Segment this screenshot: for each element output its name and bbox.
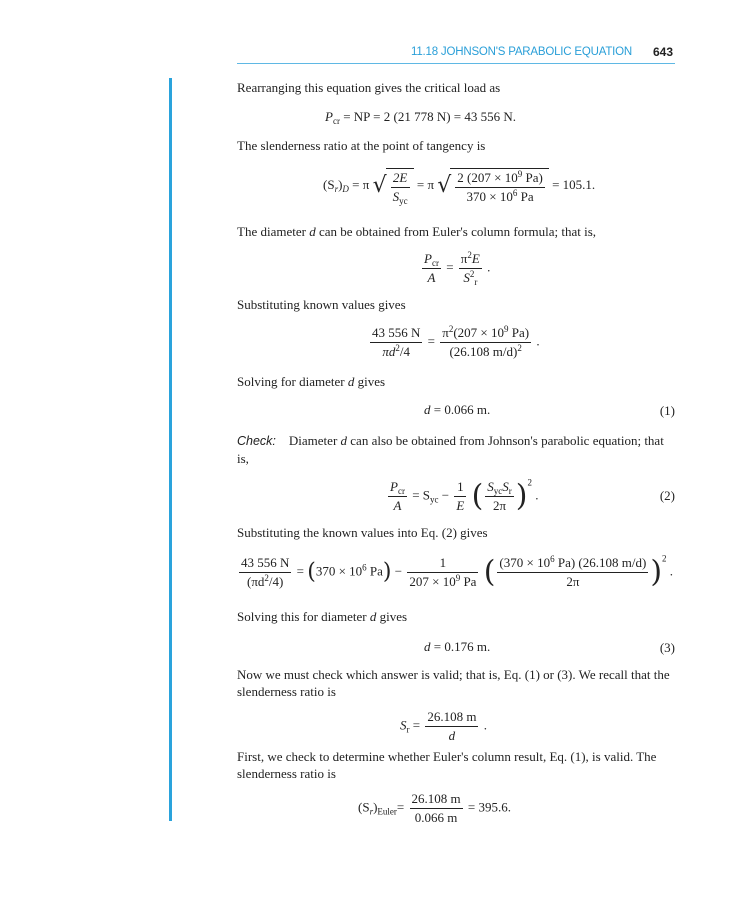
equation-critical-load: $P_{cr}$ = NP = 2 (21 778 N) = 43 556 N. bbox=[325, 109, 517, 126]
header-rule bbox=[237, 63, 675, 64]
equation-substitution: $\frac{43 556 N}{\pi d^2/4}$ = $\frac{\pi^2(207 \times 10^9 Pa)}{(26.108 m/d)^2}$ . bbox=[372, 324, 540, 359]
equation-substitution-2: $\frac{43 556 N}{(\pi d^2/4)}$ = ($370 \times 10^6$ Pa) − $\frac{1}{207 \times 10^9 Pa}$ ( $\frac{(370 \times 10^6 Pa) (26.108 m/d)}{2\pi}$ )$^2$ . bbox=[241, 553, 674, 590]
paragraph-slenderness: The slenderness ratio at the point of tangency is bbox=[237, 138, 486, 153]
equation-number-2: (2) bbox=[659, 488, 675, 503]
equation-d-result-1: d = 0.066 m. bbox=[424, 402, 491, 417]
paragraph-solving-d: Solving for diameter d gives bbox=[237, 374, 386, 389]
equation-euler-column: $\frac{P_{cr}}{A}$ = $\frac{\pi^2E}{S^2_r}$ . bbox=[424, 250, 491, 287]
paragraph-check: Check: Diameter d can also be obtained from Johnson's parabolic equation; that is, bbox=[237, 433, 664, 466]
check-label: Check: bbox=[237, 434, 276, 448]
paragraph-first-check: First, we check to determine whether Euler's column result, Eq. (1), is valid. The slenderness ratio is bbox=[237, 749, 657, 781]
equation-slenderness-euler: $(S_r)_{Euler}=$ $\frac{26.108 m}{0.066 m}$ = 395.6. bbox=[358, 791, 511, 825]
equation-number-3: (3) bbox=[659, 640, 675, 655]
paragraph-substituting: Substituting known values gives bbox=[237, 297, 406, 312]
paragraph-substituting-eq2: Substituting the known values into Eq. (2) gives bbox=[237, 525, 488, 540]
equation-johnson-parabolic: $\frac{P_{cr}}{A}$ = $S_{yc}$ − $\frac{1}{E}$ ( $\frac{S_{yc}S_r}{2\pi}$ )$^2$ . bbox=[390, 477, 539, 514]
page-number: 643 bbox=[653, 45, 674, 59]
paragraph-euler-formula: The diameter d can be obtained from Euler's column formula; that is, bbox=[237, 224, 597, 239]
equation-slenderness-tangency: $(S_r)_D = \pi$ √ $\frac{2E}{S_{yc}}$ = π √ $\frac{2 (207 \times 10^9 Pa)}{370 \times 10^6 Pa}$ = 105.1. bbox=[323, 169, 596, 206]
example-sidebar-bar bbox=[169, 78, 172, 821]
paragraph-rearranging: Rearranging this equation gives the critical load as bbox=[237, 80, 501, 95]
equation-number-1: (1) bbox=[659, 403, 675, 418]
square-root-2: √ $\frac{2 (207 \times 10^9 Pa)}{370 \times 10^6 Pa}$ bbox=[437, 168, 549, 204]
equation-slenderness-ratio: $S_r$ = $\frac{26.108 m}{d}$ . bbox=[400, 709, 487, 743]
paragraph-solving-this: Solving this for diameter d gives bbox=[237, 609, 408, 624]
equation-d-result-3: d = 0.176 m. bbox=[424, 639, 491, 654]
running-header-title: 11.18 JOHNSON'S PARABOLIC EQUATION bbox=[411, 46, 632, 58]
square-root-1: √ $\frac{2E}{S_{yc}}$ bbox=[373, 168, 414, 204]
paragraph-which-valid: Now we must check which answer is valid; that is, Eq. (1) or (3). We recall that the slenderness ratio is bbox=[237, 667, 670, 699]
